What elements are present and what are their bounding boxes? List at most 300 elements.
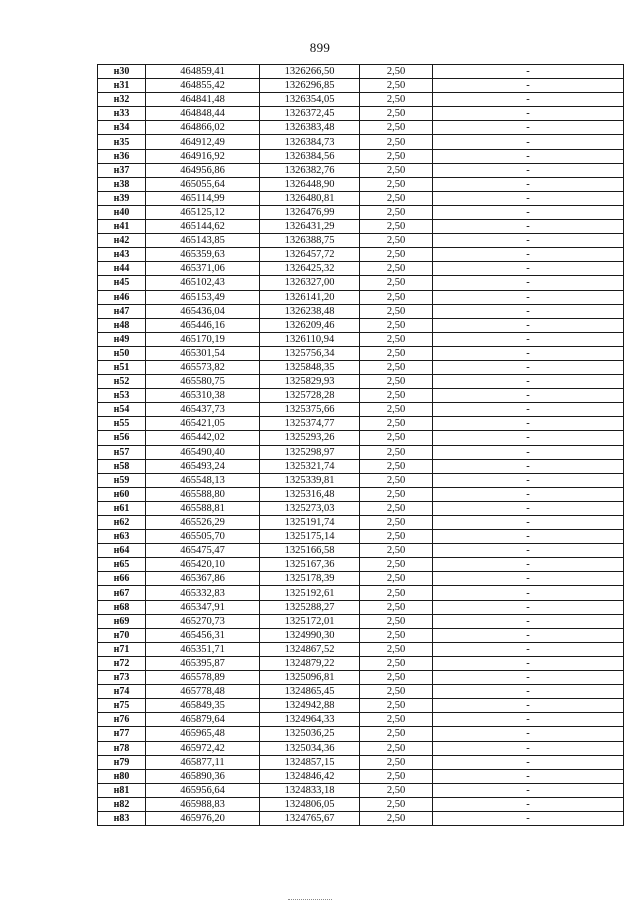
y-coordinate-cell: 1325166,58 bbox=[260, 544, 360, 558]
table-row bbox=[98, 459, 624, 473]
value-cell: 2,50 bbox=[360, 375, 433, 389]
note-cell: - bbox=[433, 811, 624, 825]
x-coordinate-cell: 465310,38 bbox=[146, 389, 260, 403]
value-cell: 2,50 bbox=[360, 487, 433, 501]
y-coordinate-cell: 1325288,27 bbox=[260, 600, 360, 614]
y-coordinate-cell: 1325167,36 bbox=[260, 558, 360, 572]
table-row bbox=[98, 177, 624, 191]
x-coordinate-cell: 465475,47 bbox=[146, 544, 260, 558]
value-cell: 2,50 bbox=[360, 572, 433, 586]
note-cell: - bbox=[433, 445, 624, 459]
y-coordinate-cell: 1324833,18 bbox=[260, 783, 360, 797]
table-row bbox=[98, 149, 624, 163]
note-cell: - bbox=[433, 318, 624, 332]
y-coordinate-cell: 1325178,39 bbox=[260, 572, 360, 586]
value-cell: 2,50 bbox=[360, 685, 433, 699]
x-coordinate-cell: 465456,31 bbox=[146, 628, 260, 642]
note-cell: - bbox=[433, 685, 624, 699]
x-coordinate-cell: 465301,54 bbox=[146, 346, 260, 360]
value-cell: 2,50 bbox=[360, 403, 433, 417]
x-coordinate-cell: 464841,48 bbox=[146, 93, 260, 107]
note-cell: - bbox=[433, 516, 624, 530]
x-coordinate-cell: 465359,63 bbox=[146, 248, 260, 262]
x-coordinate-cell: 465965,48 bbox=[146, 727, 260, 741]
note-cell: - bbox=[433, 656, 624, 670]
point-id-cell: н69 bbox=[98, 614, 146, 628]
point-id-cell: н82 bbox=[98, 797, 146, 811]
note-cell: - bbox=[433, 79, 624, 93]
value-cell: 2,50 bbox=[360, 163, 433, 177]
table-row bbox=[98, 65, 624, 79]
note-cell: - bbox=[433, 205, 624, 219]
table-row bbox=[98, 572, 624, 586]
point-id-cell: н71 bbox=[98, 642, 146, 656]
point-id-cell: н65 bbox=[98, 558, 146, 572]
value-cell: 2,50 bbox=[360, 107, 433, 121]
x-coordinate-cell: 464916,92 bbox=[146, 149, 260, 163]
value-cell: 2,50 bbox=[360, 586, 433, 600]
note-cell: - bbox=[433, 220, 624, 234]
x-coordinate-cell: 465578,89 bbox=[146, 671, 260, 685]
x-coordinate-cell: 465548,13 bbox=[146, 473, 260, 487]
table-row bbox=[98, 360, 624, 374]
table-row bbox=[98, 797, 624, 811]
value-cell: 2,50 bbox=[360, 656, 433, 670]
point-id-cell: н43 bbox=[98, 248, 146, 262]
point-id-cell: н50 bbox=[98, 346, 146, 360]
y-coordinate-cell: 1326354,05 bbox=[260, 93, 360, 107]
x-coordinate-cell: 464956,86 bbox=[146, 163, 260, 177]
table-row bbox=[98, 544, 624, 558]
y-coordinate-cell: 1325848,35 bbox=[260, 360, 360, 374]
x-coordinate-cell: 465588,81 bbox=[146, 501, 260, 515]
point-id-cell: н36 bbox=[98, 149, 146, 163]
note-cell: - bbox=[433, 530, 624, 544]
y-coordinate-cell: 1324765,67 bbox=[260, 811, 360, 825]
table-row bbox=[98, 276, 624, 290]
table-row bbox=[98, 558, 624, 572]
note-cell: - bbox=[433, 304, 624, 318]
table-row bbox=[98, 248, 624, 262]
note-cell: - bbox=[433, 417, 624, 431]
note-cell: - bbox=[433, 572, 624, 586]
note-cell: - bbox=[433, 459, 624, 473]
x-coordinate-cell: 465588,80 bbox=[146, 487, 260, 501]
x-coordinate-cell: 465421,05 bbox=[146, 417, 260, 431]
value-cell: 2,50 bbox=[360, 530, 433, 544]
note-cell: - bbox=[433, 149, 624, 163]
value-cell: 2,50 bbox=[360, 389, 433, 403]
y-coordinate-cell: 1324865,45 bbox=[260, 685, 360, 699]
y-coordinate-cell: 1326296,85 bbox=[260, 79, 360, 93]
y-coordinate-cell: 1325829,93 bbox=[260, 375, 360, 389]
table-row bbox=[98, 135, 624, 149]
note-cell: - bbox=[433, 93, 624, 107]
table-row bbox=[98, 769, 624, 783]
point-id-cell: н75 bbox=[98, 699, 146, 713]
value-cell: 2,50 bbox=[360, 205, 433, 219]
value-cell: 2,50 bbox=[360, 93, 433, 107]
point-id-cell: н53 bbox=[98, 389, 146, 403]
x-coordinate-cell: 465125,12 bbox=[146, 205, 260, 219]
coordinates-table-body bbox=[98, 65, 624, 826]
x-coordinate-cell: 465988,83 bbox=[146, 797, 260, 811]
y-coordinate-cell: 1326448,90 bbox=[260, 177, 360, 191]
note-cell: - bbox=[433, 473, 624, 487]
y-coordinate-cell: 1324806,05 bbox=[260, 797, 360, 811]
y-coordinate-cell: 1326110,94 bbox=[260, 332, 360, 346]
value-cell: 2,50 bbox=[360, 797, 433, 811]
point-id-cell: н37 bbox=[98, 163, 146, 177]
y-coordinate-cell: 1325728,28 bbox=[260, 389, 360, 403]
note-cell: - bbox=[433, 642, 624, 656]
table-row bbox=[98, 628, 624, 642]
note-cell: - bbox=[433, 558, 624, 572]
note-cell: - bbox=[433, 163, 624, 177]
note-cell: - bbox=[433, 544, 624, 558]
x-coordinate-cell: 465956,64 bbox=[146, 783, 260, 797]
y-coordinate-cell: 1326266,50 bbox=[260, 65, 360, 79]
point-id-cell: н33 bbox=[98, 107, 146, 121]
y-coordinate-cell: 1326372,45 bbox=[260, 107, 360, 121]
value-cell: 2,50 bbox=[360, 234, 433, 248]
note-cell: - bbox=[433, 741, 624, 755]
x-coordinate-cell: 464855,42 bbox=[146, 79, 260, 93]
note-cell: - bbox=[433, 614, 624, 628]
value-cell: 2,50 bbox=[360, 783, 433, 797]
point-id-cell: н64 bbox=[98, 544, 146, 558]
point-id-cell: н42 bbox=[98, 234, 146, 248]
table-row bbox=[98, 375, 624, 389]
point-id-cell: н39 bbox=[98, 191, 146, 205]
x-coordinate-cell: 465972,42 bbox=[146, 741, 260, 755]
value-cell: 2,50 bbox=[360, 544, 433, 558]
x-coordinate-cell: 465442,02 bbox=[146, 431, 260, 445]
x-coordinate-cell: 465347,91 bbox=[146, 600, 260, 614]
table-row bbox=[98, 600, 624, 614]
x-coordinate-cell: 465055,64 bbox=[146, 177, 260, 191]
point-id-cell: н41 bbox=[98, 220, 146, 234]
y-coordinate-cell: 1326238,48 bbox=[260, 304, 360, 318]
table-row bbox=[98, 501, 624, 515]
table-row bbox=[98, 516, 624, 530]
x-coordinate-cell: 464912,49 bbox=[146, 135, 260, 149]
y-coordinate-cell: 1324867,52 bbox=[260, 642, 360, 656]
point-id-cell: н78 bbox=[98, 741, 146, 755]
x-coordinate-cell: 465332,83 bbox=[146, 586, 260, 600]
x-coordinate-cell: 465493,24 bbox=[146, 459, 260, 473]
table-row bbox=[98, 121, 624, 135]
value-cell: 2,50 bbox=[360, 177, 433, 191]
point-id-cell: н49 bbox=[98, 332, 146, 346]
y-coordinate-cell: 1326383,48 bbox=[260, 121, 360, 135]
note-cell: - bbox=[433, 135, 624, 149]
value-cell: 2,50 bbox=[360, 135, 433, 149]
table-row bbox=[98, 79, 624, 93]
y-coordinate-cell: 1325191,74 bbox=[260, 516, 360, 530]
x-coordinate-cell: 464866,02 bbox=[146, 121, 260, 135]
table-row bbox=[98, 656, 624, 670]
table-row bbox=[98, 191, 624, 205]
x-coordinate-cell: 465170,19 bbox=[146, 332, 260, 346]
point-id-cell: н32 bbox=[98, 93, 146, 107]
table-row bbox=[98, 262, 624, 276]
y-coordinate-cell: 1325172,01 bbox=[260, 614, 360, 628]
note-cell: - bbox=[433, 727, 624, 741]
value-cell: 2,50 bbox=[360, 318, 433, 332]
x-coordinate-cell: 464848,44 bbox=[146, 107, 260, 121]
table-row bbox=[98, 346, 624, 360]
y-coordinate-cell: 1324942,88 bbox=[260, 699, 360, 713]
coordinates-table bbox=[97, 64, 624, 826]
y-coordinate-cell: 1324857,15 bbox=[260, 755, 360, 769]
y-coordinate-cell: 1326327,00 bbox=[260, 276, 360, 290]
x-coordinate-cell: 465153,49 bbox=[146, 290, 260, 304]
x-coordinate-cell: 465144,62 bbox=[146, 220, 260, 234]
value-cell: 2,50 bbox=[360, 628, 433, 642]
point-id-cell: н38 bbox=[98, 177, 146, 191]
value-cell: 2,50 bbox=[360, 741, 433, 755]
y-coordinate-cell: 1325374,77 bbox=[260, 417, 360, 431]
note-cell: - bbox=[433, 699, 624, 713]
y-coordinate-cell: 1325339,81 bbox=[260, 473, 360, 487]
value-cell: 2,50 bbox=[360, 121, 433, 135]
point-id-cell: н59 bbox=[98, 473, 146, 487]
value-cell: 2,50 bbox=[360, 516, 433, 530]
note-cell: - bbox=[433, 234, 624, 248]
note-cell: - bbox=[433, 797, 624, 811]
value-cell: 2,50 bbox=[360, 262, 433, 276]
point-id-cell: н58 bbox=[98, 459, 146, 473]
y-coordinate-cell: 1325756,34 bbox=[260, 346, 360, 360]
x-coordinate-cell: 465976,20 bbox=[146, 811, 260, 825]
table-row bbox=[98, 699, 624, 713]
note-cell: - bbox=[433, 107, 624, 121]
table-row bbox=[98, 431, 624, 445]
note-cell: - bbox=[433, 403, 624, 417]
point-id-cell: н76 bbox=[98, 713, 146, 727]
point-id-cell: н70 bbox=[98, 628, 146, 642]
value-cell: 2,50 bbox=[360, 360, 433, 374]
footer-rule bbox=[288, 899, 332, 901]
note-cell: - bbox=[433, 671, 624, 685]
value-cell: 2,50 bbox=[360, 248, 433, 262]
table-row bbox=[98, 713, 624, 727]
y-coordinate-cell: 1326476,99 bbox=[260, 205, 360, 219]
table-row bbox=[98, 671, 624, 685]
value-cell: 2,50 bbox=[360, 727, 433, 741]
table-row bbox=[98, 107, 624, 121]
table-row bbox=[98, 290, 624, 304]
value-cell: 2,50 bbox=[360, 290, 433, 304]
table-row bbox=[98, 234, 624, 248]
table-row bbox=[98, 403, 624, 417]
value-cell: 2,50 bbox=[360, 671, 433, 685]
note-cell: - bbox=[433, 501, 624, 515]
y-coordinate-cell: 1326431,29 bbox=[260, 220, 360, 234]
note-cell: - bbox=[433, 389, 624, 403]
note-cell: - bbox=[433, 262, 624, 276]
y-coordinate-cell: 1324846,42 bbox=[260, 769, 360, 783]
x-coordinate-cell: 465879,64 bbox=[146, 713, 260, 727]
point-id-cell: н30 bbox=[98, 65, 146, 79]
x-coordinate-cell: 465420,10 bbox=[146, 558, 260, 572]
value-cell: 2,50 bbox=[360, 473, 433, 487]
point-id-cell: н63 bbox=[98, 530, 146, 544]
note-cell: - bbox=[433, 600, 624, 614]
table-row bbox=[98, 205, 624, 219]
table-row bbox=[98, 220, 624, 234]
point-id-cell: н60 bbox=[98, 487, 146, 501]
y-coordinate-cell: 1326384,56 bbox=[260, 149, 360, 163]
point-id-cell: н45 bbox=[98, 276, 146, 290]
point-id-cell: н46 bbox=[98, 290, 146, 304]
note-cell: - bbox=[433, 586, 624, 600]
y-coordinate-cell: 1325034,36 bbox=[260, 741, 360, 755]
point-id-cell: н61 bbox=[98, 501, 146, 515]
note-cell: - bbox=[433, 360, 624, 374]
note-cell: - bbox=[433, 121, 624, 135]
point-id-cell: н51 bbox=[98, 360, 146, 374]
x-coordinate-cell: 464859,41 bbox=[146, 65, 260, 79]
table-row bbox=[98, 530, 624, 544]
value-cell: 2,50 bbox=[360, 755, 433, 769]
value-cell: 2,50 bbox=[360, 149, 433, 163]
value-cell: 2,50 bbox=[360, 431, 433, 445]
x-coordinate-cell: 465371,06 bbox=[146, 262, 260, 276]
y-coordinate-cell: 1326457,72 bbox=[260, 248, 360, 262]
value-cell: 2,50 bbox=[360, 811, 433, 825]
note-cell: - bbox=[433, 783, 624, 797]
y-coordinate-cell: 1326141,20 bbox=[260, 290, 360, 304]
y-coordinate-cell: 1325293,26 bbox=[260, 431, 360, 445]
y-coordinate-cell: 1325316,48 bbox=[260, 487, 360, 501]
x-coordinate-cell: 465351,71 bbox=[146, 642, 260, 656]
y-coordinate-cell: 1325096,81 bbox=[260, 671, 360, 685]
y-coordinate-cell: 1324964,33 bbox=[260, 713, 360, 727]
point-id-cell: н62 bbox=[98, 516, 146, 530]
point-id-cell: н47 bbox=[98, 304, 146, 318]
table-row bbox=[98, 332, 624, 346]
y-coordinate-cell: 1325036,25 bbox=[260, 727, 360, 741]
note-cell: - bbox=[433, 290, 624, 304]
point-id-cell: н74 bbox=[98, 685, 146, 699]
value-cell: 2,50 bbox=[360, 220, 433, 234]
x-coordinate-cell: 465270,73 bbox=[146, 614, 260, 628]
table-row bbox=[98, 93, 624, 107]
note-cell: - bbox=[433, 431, 624, 445]
table-row bbox=[98, 163, 624, 177]
note-cell: - bbox=[433, 276, 624, 290]
value-cell: 2,50 bbox=[360, 558, 433, 572]
note-cell: - bbox=[433, 177, 624, 191]
value-cell: 2,50 bbox=[360, 445, 433, 459]
x-coordinate-cell: 465580,75 bbox=[146, 375, 260, 389]
x-coordinate-cell: 465877,11 bbox=[146, 755, 260, 769]
y-coordinate-cell: 1325273,03 bbox=[260, 501, 360, 515]
value-cell: 2,50 bbox=[360, 459, 433, 473]
table-row bbox=[98, 389, 624, 403]
x-coordinate-cell: 465849,35 bbox=[146, 699, 260, 713]
point-id-cell: н77 bbox=[98, 727, 146, 741]
page-number: 899 bbox=[309, 40, 331, 55]
x-coordinate-cell: 465436,04 bbox=[146, 304, 260, 318]
note-cell: - bbox=[433, 713, 624, 727]
x-coordinate-cell: 465102,43 bbox=[146, 276, 260, 290]
value-cell: 2,50 bbox=[360, 642, 433, 656]
y-coordinate-cell: 1326209,46 bbox=[260, 318, 360, 332]
x-coordinate-cell: 465143,85 bbox=[146, 234, 260, 248]
value-cell: 2,50 bbox=[360, 769, 433, 783]
point-id-cell: н66 bbox=[98, 572, 146, 586]
x-coordinate-cell: 465526,29 bbox=[146, 516, 260, 530]
x-coordinate-cell: 465490,40 bbox=[146, 445, 260, 459]
point-id-cell: н55 bbox=[98, 417, 146, 431]
value-cell: 2,50 bbox=[360, 600, 433, 614]
x-coordinate-cell: 465114,99 bbox=[146, 191, 260, 205]
point-id-cell: н73 bbox=[98, 671, 146, 685]
value-cell: 2,50 bbox=[360, 501, 433, 515]
value-cell: 2,50 bbox=[360, 713, 433, 727]
point-id-cell: н79 bbox=[98, 755, 146, 769]
table-row bbox=[98, 685, 624, 699]
point-id-cell: н80 bbox=[98, 769, 146, 783]
point-id-cell: н57 bbox=[98, 445, 146, 459]
point-id-cell: н56 bbox=[98, 431, 146, 445]
note-cell: - bbox=[433, 332, 624, 346]
y-coordinate-cell: 1326384,73 bbox=[260, 135, 360, 149]
table-row bbox=[98, 811, 624, 825]
value-cell: 2,50 bbox=[360, 191, 433, 205]
x-coordinate-cell: 465778,48 bbox=[146, 685, 260, 699]
point-id-cell: н40 bbox=[98, 205, 146, 219]
point-id-cell: н34 bbox=[98, 121, 146, 135]
value-cell: 2,50 bbox=[360, 332, 433, 346]
y-coordinate-cell: 1324990,30 bbox=[260, 628, 360, 642]
x-coordinate-cell: 465505,70 bbox=[146, 530, 260, 544]
y-coordinate-cell: 1325298,97 bbox=[260, 445, 360, 459]
y-coordinate-cell: 1326382,76 bbox=[260, 163, 360, 177]
note-cell: - bbox=[433, 755, 624, 769]
table-row bbox=[98, 304, 624, 318]
table-row bbox=[98, 642, 624, 656]
note-cell: - bbox=[433, 65, 624, 79]
x-coordinate-cell: 465446,16 bbox=[146, 318, 260, 332]
table-row bbox=[98, 755, 624, 769]
table-row bbox=[98, 487, 624, 501]
y-coordinate-cell: 1324879,22 bbox=[260, 656, 360, 670]
table-row bbox=[98, 318, 624, 332]
value-cell: 2,50 bbox=[360, 65, 433, 79]
point-id-cell: н52 bbox=[98, 375, 146, 389]
y-coordinate-cell: 1325192,61 bbox=[260, 586, 360, 600]
value-cell: 2,50 bbox=[360, 79, 433, 93]
note-cell: - bbox=[433, 346, 624, 360]
value-cell: 2,50 bbox=[360, 346, 433, 360]
note-cell: - bbox=[433, 628, 624, 642]
point-id-cell: н67 bbox=[98, 586, 146, 600]
value-cell: 2,50 bbox=[360, 699, 433, 713]
point-id-cell: н68 bbox=[98, 600, 146, 614]
x-coordinate-cell: 465437,73 bbox=[146, 403, 260, 417]
table-row bbox=[98, 417, 624, 431]
table-row bbox=[98, 614, 624, 628]
y-coordinate-cell: 1326480,81 bbox=[260, 191, 360, 205]
note-cell: - bbox=[433, 487, 624, 501]
point-id-cell: н83 bbox=[98, 811, 146, 825]
point-id-cell: н31 bbox=[98, 79, 146, 93]
table-row bbox=[98, 783, 624, 797]
